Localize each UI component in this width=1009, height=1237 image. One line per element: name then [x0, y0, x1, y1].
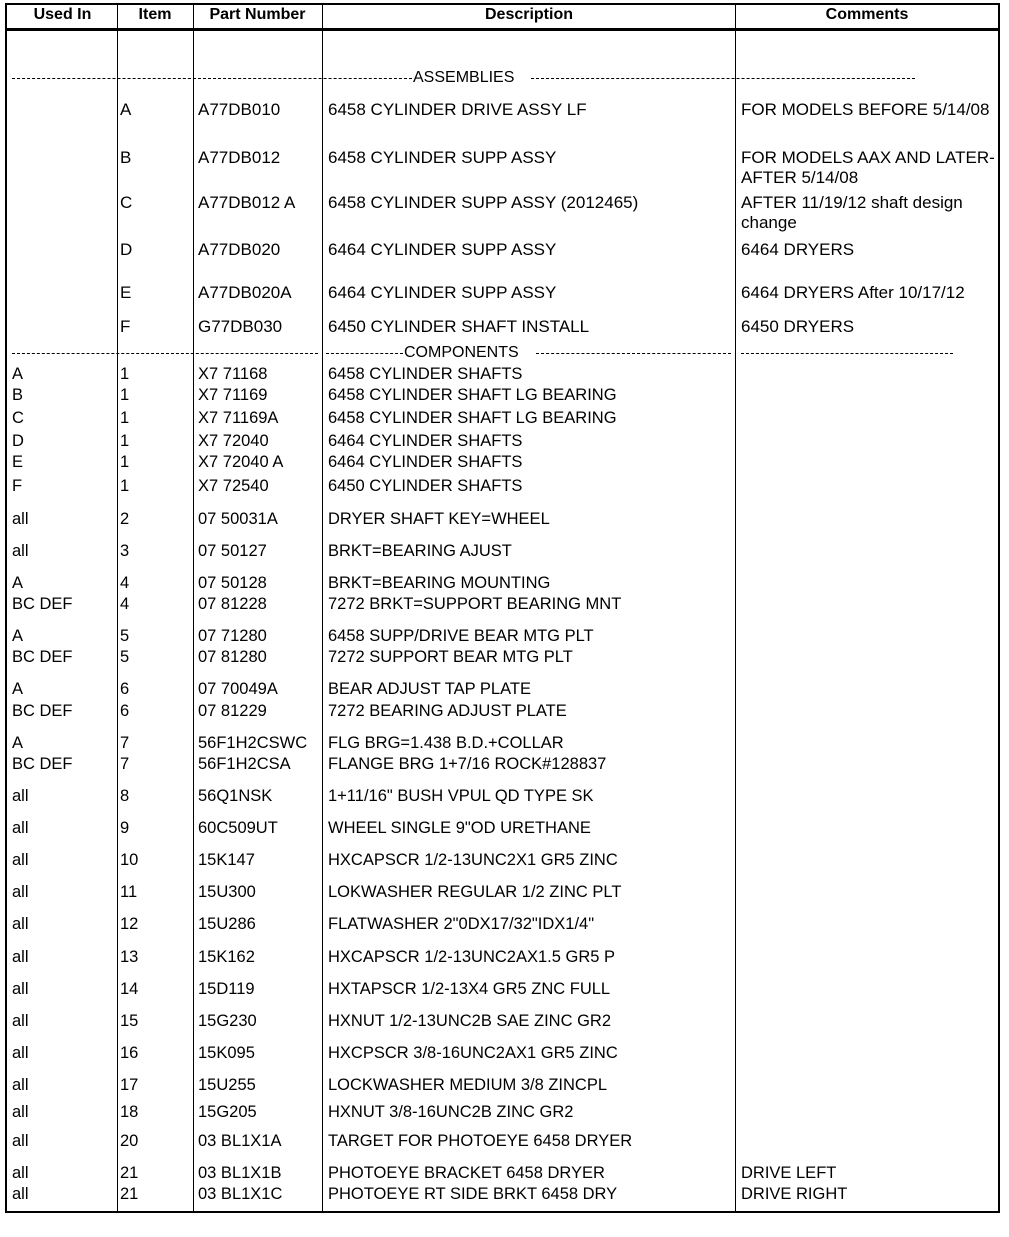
component-description: 6450 CYLINDER SHAFTS — [328, 477, 523, 495]
component-part-number: 03 BL1X1C — [198, 1185, 283, 1203]
component-used-in: BC DEF — [12, 648, 73, 666]
component-part-number: 15U255 — [198, 1076, 256, 1094]
component-description: LOKWASHER REGULAR 1/2 ZINC PLT — [328, 883, 622, 901]
component-used-in: all — [12, 980, 29, 998]
component-description: HXTAPSCR 1/2-13X4 GR5 ZNC FULL — [328, 980, 611, 998]
component-used-in: all — [12, 883, 29, 901]
component-item: 21 — [120, 1185, 139, 1203]
assembly-item: F — [120, 317, 131, 336]
component-used-in: all — [12, 1012, 29, 1030]
component-part-number: X7 71169 — [198, 386, 268, 404]
section-title-assemblies: ASSEMBLIES — [413, 69, 515, 86]
section-divider-right — [536, 353, 731, 354]
component-description: DRYER SHAFT KEY=WHEEL — [328, 510, 550, 528]
component-part-number: X7 71168 — [198, 365, 268, 383]
assembly-part-number: A77DB020 — [198, 240, 281, 259]
component-part-number: 07 81228 — [198, 595, 267, 613]
component-part-number: 56Q1NSK — [198, 787, 273, 805]
component-description: 6458 CYLINDER SHAFT LG BEARING — [328, 386, 617, 404]
component-part-number: 07 50128 — [198, 574, 267, 592]
component-used-in: B — [12, 386, 24, 404]
component-description: 7272 SUPPORT BEAR MTG PLT — [328, 648, 573, 666]
component-item: 7 — [120, 755, 130, 773]
component-used-in: all — [12, 1164, 29, 1182]
component-part-number: 07 50127 — [198, 542, 267, 560]
component-part-number: 56F1H2CSA — [198, 755, 291, 773]
component-part-number: 60C509UT — [198, 819, 278, 837]
section-divider-left — [12, 353, 318, 354]
component-part-number: 56F1H2CSWC — [198, 734, 308, 752]
component-item: 1 — [120, 477, 130, 495]
assembly-item: A — [120, 100, 132, 119]
component-part-number: 15D119 — [198, 980, 255, 998]
component-description: HXCAPSCR 1/2-13UNC2AX1.5 GR5 P — [328, 948, 616, 966]
component-part-number: 15K162 — [198, 948, 255, 966]
component-item: 12 — [120, 915, 139, 933]
column-divider — [117, 3, 118, 1213]
component-description: 6464 CYLINDER SHAFTS — [328, 453, 523, 471]
column-divider — [735, 3, 736, 1213]
component-used-in: all — [12, 1132, 29, 1150]
component-description: BRKT=BEARING AJUST — [328, 542, 512, 560]
assembly-item: C — [120, 193, 133, 212]
component-item: 20 — [120, 1132, 139, 1150]
assembly-part-number: A77DB012 — [198, 148, 281, 167]
component-used-in: A — [12, 574, 24, 592]
assembly-comment: FOR MODELS BEFORE 5/14/08 — [741, 100, 990, 119]
component-part-number: X7 71169A — [198, 409, 279, 427]
component-item: 13 — [120, 948, 139, 966]
component-used-in: all — [12, 1103, 29, 1121]
component-description: FLG BRG=1.438 B.D.+COLLAR — [328, 734, 564, 752]
assembly-description: 6458 CYLINDER DRIVE ASSY LF — [328, 100, 587, 119]
assembly-description: 6464 CYLINDER SUPP ASSY — [328, 240, 557, 259]
component-used-in: all — [12, 542, 29, 560]
assembly-part-number: A77DB012 A — [198, 193, 296, 212]
component-part-number: 03 BL1X1B — [198, 1164, 282, 1182]
component-used-in: all — [12, 1076, 29, 1094]
component-part-number: 15G230 — [198, 1012, 257, 1030]
component-used-in: all — [12, 948, 29, 966]
component-part-number: 03 BL1X1A — [198, 1132, 282, 1150]
component-description: BEAR ADJUST TAP PLATE — [328, 680, 531, 698]
component-used-in: all — [12, 1044, 29, 1062]
component-item: 5 — [120, 627, 130, 645]
component-item: 4 — [120, 574, 130, 592]
header-description: Description — [484, 6, 573, 23]
component-description: HXNUT 3/8-16UNC2B ZINC GR2 — [328, 1103, 574, 1121]
component-part-number: 15U286 — [198, 915, 256, 933]
component-used-in: all — [12, 787, 29, 805]
component-used-in: all — [12, 851, 29, 869]
component-part-number: 15K147 — [198, 851, 255, 869]
header-comments: Comments — [825, 6, 909, 23]
component-description: FLATWASHER 2"0DX17/32"IDX1/4" — [328, 915, 595, 933]
component-comment: DRIVE LEFT — [741, 1164, 837, 1182]
component-description: 6458 CYLINDER SHAFTS — [328, 365, 523, 383]
section-title-components: COMPONENTS — [404, 344, 519, 361]
column-divider — [193, 3, 194, 1213]
component-description: HXCPSCR 3/8-16UNC2AX1 GR5 ZINC — [328, 1044, 618, 1062]
component-description: WHEEL SINGLE 9"OD URETHANE — [328, 819, 591, 837]
component-description: TARGET FOR PHOTOEYE 6458 DRYER — [328, 1132, 633, 1150]
component-description: 7272 BRKT=SUPPORT BEARING MNT — [328, 595, 622, 613]
component-description: 7272 BEARING ADJUST PLATE — [328, 702, 567, 720]
assembly-part-number: A77DB010 — [198, 100, 281, 119]
component-item: 18 — [120, 1103, 139, 1121]
assembly-comment: 6450 DRYERS — [741, 317, 855, 336]
assembly-description: 6464 CYLINDER SUPP ASSY — [328, 283, 557, 302]
assembly-comment: FOR MODELS AAX AND LATER-AFTER 5/14/08 — [741, 148, 995, 187]
component-used-in: D — [12, 432, 24, 450]
component-description: PHOTOEYE BRACKET 6458 DRYER — [328, 1164, 605, 1182]
component-part-number: 07 70049A — [198, 680, 278, 698]
header-item: Item — [138, 6, 172, 23]
component-used-in: F — [12, 477, 23, 495]
component-part-number: X7 72040 A — [198, 453, 284, 471]
component-used-in: A — [12, 627, 24, 645]
header-rule — [5, 28, 1000, 31]
component-description: 6458 CYLINDER SHAFT LG BEARING — [328, 409, 617, 427]
component-item: 5 — [120, 648, 130, 666]
component-item: 17 — [120, 1076, 139, 1094]
component-used-in: A — [12, 680, 24, 698]
component-description: 6458 SUPP/DRIVE BEAR MTG PLT — [328, 627, 594, 645]
component-item: 1 — [120, 453, 130, 471]
component-used-in: A — [12, 734, 24, 752]
header-used-in: Used In — [33, 6, 92, 23]
component-item: 8 — [120, 787, 130, 805]
assembly-comment: AFTER 11/19/12 shaft design change — [741, 193, 963, 232]
section-divider-left — [326, 353, 403, 354]
component-item: 6 — [120, 680, 130, 698]
section-divider-right — [531, 78, 915, 79]
component-item: 7 — [120, 734, 130, 752]
component-item: 14 — [120, 980, 139, 998]
component-used-in: A — [12, 365, 24, 383]
component-used-in: BC DEF — [12, 702, 73, 720]
component-part-number: 15U300 — [198, 883, 256, 901]
component-item: 1 — [120, 365, 130, 383]
component-item: 2 — [120, 510, 130, 528]
component-item: 1 — [120, 409, 130, 427]
component-part-number: 15K095 — [198, 1044, 255, 1062]
component-item: 6 — [120, 702, 130, 720]
section-divider-right — [741, 353, 953, 354]
assembly-description: 6458 CYLINDER SUPP ASSY (2012465) — [328, 193, 639, 212]
component-description: HXNUT 1/2-13UNC2B SAE ZINC GR2 — [328, 1012, 612, 1030]
component-description: 6464 CYLINDER SHAFTS — [328, 432, 523, 450]
component-description: FLANGE BRG 1+7/16 ROCK#128837 — [328, 755, 607, 773]
component-used-in: C — [12, 409, 24, 427]
component-part-number: X7 72540 — [198, 477, 269, 495]
component-description: 1+11/16" BUSH VPUL QD TYPE SK — [328, 787, 594, 805]
component-item: 16 — [120, 1044, 139, 1062]
component-part-number: 15G205 — [198, 1103, 257, 1121]
component-item: 3 — [120, 542, 130, 560]
assembly-item: E — [120, 283, 132, 302]
assembly-description: 6450 CYLINDER SHAFT INSTALL — [328, 317, 590, 336]
component-item: 10 — [120, 851, 139, 869]
component-part-number: 07 81229 — [198, 702, 267, 720]
component-comment: DRIVE RIGHT — [741, 1185, 848, 1203]
component-used-in: BC DEF — [12, 595, 73, 613]
component-part-number: X7 72040 — [198, 432, 269, 450]
component-item: 9 — [120, 819, 130, 837]
assembly-comment: 6464 DRYERS — [741, 240, 855, 259]
component-used-in: all — [12, 915, 29, 933]
component-item: 21 — [120, 1164, 139, 1182]
component-used-in: all — [12, 1185, 29, 1203]
assembly-comment: 6464 DRYERS After 10/17/12 — [741, 283, 965, 302]
component-used-in: E — [12, 453, 24, 471]
assembly-item: B — [120, 148, 132, 167]
component-item: 1 — [120, 432, 130, 450]
component-description: LOCKWASHER MEDIUM 3/8 ZINCPL — [328, 1076, 608, 1094]
header-part-number: Part Number — [209, 6, 306, 23]
component-item: 4 — [120, 595, 130, 613]
assembly-item: D — [120, 240, 133, 259]
assembly-part-number: A77DB020A — [198, 283, 292, 302]
component-used-in: all — [12, 510, 29, 528]
component-item: 11 — [120, 883, 138, 901]
assembly-part-number: G77DB030 — [198, 317, 283, 336]
component-description: BRKT=BEARING MOUNTING — [328, 574, 551, 592]
component-item: 1 — [120, 386, 130, 404]
component-part-number: 07 50031A — [198, 510, 278, 528]
section-divider-left — [12, 78, 412, 79]
component-item: 15 — [120, 1012, 139, 1030]
component-used-in: all — [12, 819, 29, 837]
column-divider — [322, 3, 323, 1213]
component-used-in: BC DEF — [12, 755, 73, 773]
component-description: PHOTOEYE RT SIDE BRKT 6458 DRY — [328, 1185, 618, 1203]
assembly-description: 6458 CYLINDER SUPP ASSY — [328, 148, 557, 167]
component-part-number: 07 71280 — [198, 627, 267, 645]
component-part-number: 07 81280 — [198, 648, 267, 666]
component-description: HXCAPSCR 1/2-13UNC2X1 GR5 ZINC — [328, 851, 618, 869]
